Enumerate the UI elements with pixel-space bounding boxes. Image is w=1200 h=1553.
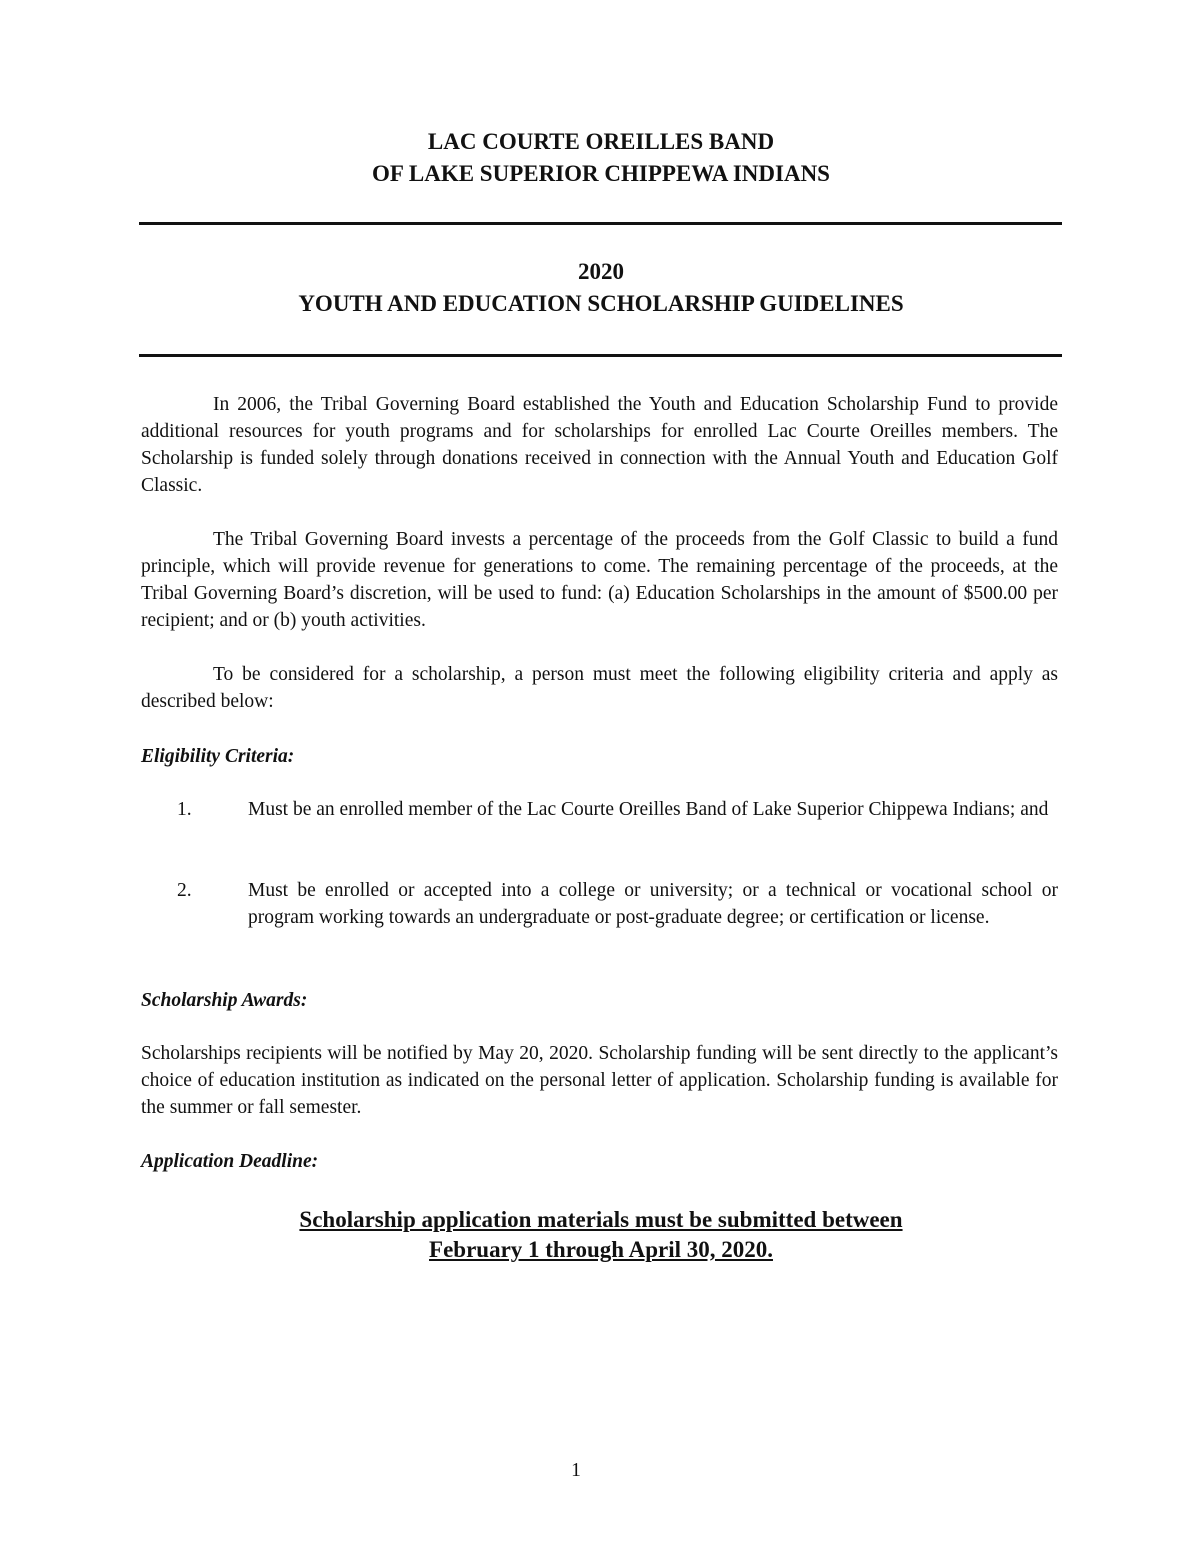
deadline-notice <box>140 1205 1062 1265</box>
list-item-number: 2. <box>177 880 192 901</box>
document-title-text: YOUTH AND EDUCATION SCHOLARSHIP GUIDELINES <box>298 291 904 316</box>
eligibility-heading: Eligibility Criteria: <box>141 746 295 767</box>
deadline-heading: Application Deadline: <box>141 1151 319 1172</box>
fund-paragraph: The Tribal Governing Board invests a percentage of the proceeds from the Golf Classic to build a fund principle, which will provide revenue for generations to come. The remaining percentage of the proceeds, at the Tribal Governing Board’s discretion, will be used to fund: (a) Education Scholarships in the amount of $500.00 per recipient; and or (b) youth activities. <box>141 529 1058 631</box>
document-title <box>140 256 1062 320</box>
list-item-text: Must be enrolled or accepted into a college or university; or a technical or vocational school or program working towards an undergraduate or post-graduate degree; or certification or license. <box>248 880 1058 928</box>
top-divider <box>139 222 1062 225</box>
bottom-divider <box>139 354 1062 357</box>
list-item-number: 1. <box>177 799 192 820</box>
organization-title <box>140 126 1062 190</box>
awards-paragraph: Scholarships recipients will be notified by May 20, 2020. Scholarship funding will be sent directly to the applicant’s choice of education institution as indicated on the personal letter of application. Scholarship funding is available for the summer or fall semester. <box>141 1043 1058 1118</box>
intro-paragraph: In 2006, the Tribal Governing Board established the Youth and Education Scholarship Fund to provide additional resources for youth programs and for scholarships for enrolled Lac Courte Oreilles members. The Scholarship is funded solely through donations received in connection with the Annual Youth and Education Golf Classic. <box>141 394 1058 496</box>
organization-title-line-1: LAC COURTE OREILLES BAND <box>427 129 775 154</box>
deadline-notice-line-2: February 1 through April 30, 2020. <box>429 1237 773 1262</box>
organization-title-line-2: OF LAKE SUPERIOR CHIPPEWA INDIANS <box>372 161 830 186</box>
document-year: 2020 <box>578 259 624 284</box>
eligibility-intro-paragraph: To be considered for a scholarship, a person must meet the following eligibility criteria and apply as described below: <box>141 664 1058 712</box>
deadline-notice-line-1: Scholarship application materials must be submitted between <box>299 1207 903 1232</box>
list-item-text: Must be an enrolled member of the Lac Courte Oreilles Band of Lake Superior Chippewa Indians; and <box>248 799 1049 820</box>
page-number: 1 <box>571 1460 581 1481</box>
awards-heading: Scholarship Awards: <box>141 990 308 1011</box>
